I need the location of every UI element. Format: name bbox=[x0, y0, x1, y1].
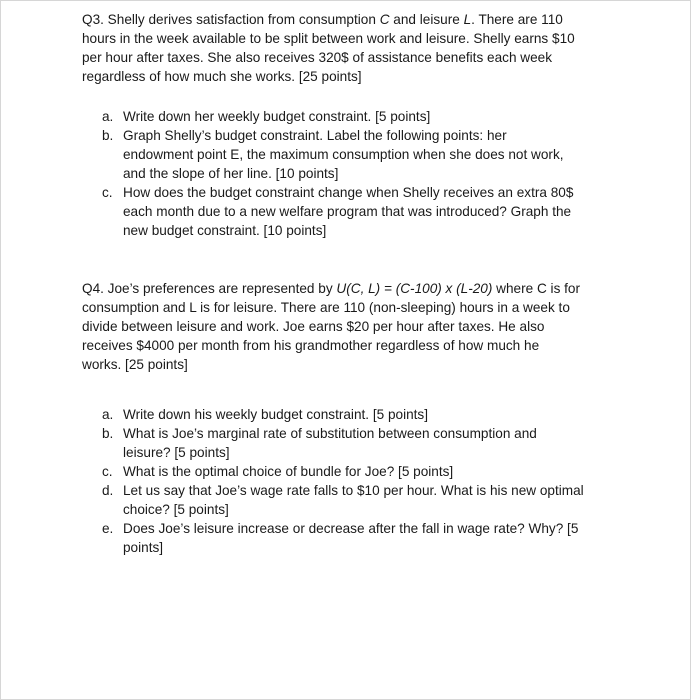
question-4-part-b bbox=[82, 424, 612, 462]
question-4-part-e bbox=[82, 519, 612, 557]
part-text-line: each month due to a new welfare program that was introduced? Graph the bbox=[123, 204, 572, 219]
question-3-part-b bbox=[82, 126, 612, 183]
prompt-line: hours in the week available to be split between work and leisure. Shelly earns $10 bbox=[82, 31, 575, 46]
part-text-line: endowment point E, the maximum consumption when she does not work, bbox=[123, 147, 564, 162]
part-text-line: leisure? [5 points] bbox=[123, 445, 230, 460]
question-3 bbox=[82, 10, 612, 240]
question-3-part-a bbox=[82, 107, 612, 126]
list-marker: b. bbox=[102, 426, 114, 441]
list-marker: a. bbox=[102, 109, 114, 124]
part-text-line: What is Joe’s marginal rate of substitution between consumption and bbox=[123, 426, 537, 441]
list-marker: c. bbox=[102, 185, 113, 200]
list-marker: a. bbox=[102, 407, 114, 422]
question-4-part-d bbox=[82, 481, 612, 519]
part-text-line: How does the budget constraint change when Shelly receives an extra 80$ bbox=[123, 185, 574, 200]
part-text-line: What is the optimal choice of bundle for Joe? [5 points] bbox=[123, 464, 454, 479]
list-marker: d. bbox=[102, 483, 114, 498]
prompt-line: Q4. Joe’s preferences are represented by U(C, L) = (C-100) x (L-20) where C is for bbox=[82, 281, 581, 296]
prompt-line: works. [25 points] bbox=[82, 357, 188, 372]
part-text-line: Graph Shelly’s budget constraint. Label the following points: her bbox=[123, 128, 507, 143]
part-text-line: Let us say that Joe’s wage rate falls to $10 per hour. What is his new optimal bbox=[123, 483, 584, 498]
prompt-line: per hour after taxes. She also receives 320$ of assistance benefits each week bbox=[82, 50, 553, 65]
part-text-line: new budget constraint. [10 points] bbox=[123, 223, 327, 238]
prompt-line: Q3. Shelly derives satisfaction from consumption C and leisure L. There are 110 bbox=[82, 12, 563, 27]
question-4-part-c bbox=[82, 462, 612, 481]
list-marker: e. bbox=[102, 521, 114, 536]
list-marker: c. bbox=[102, 464, 113, 479]
list-marker: b. bbox=[102, 128, 114, 143]
question-4-part-a bbox=[82, 405, 612, 424]
prompt-line: consumption and L is for leisure. There are 110 (non-sleeping) hours in a week to bbox=[82, 300, 570, 315]
prompt-line: divide between leisure and work. Joe earns $20 per hour after taxes. He also bbox=[82, 319, 545, 334]
question-4-prompt bbox=[82, 279, 612, 374]
question-4 bbox=[82, 279, 612, 557]
part-text-line: choice? [5 points] bbox=[123, 502, 229, 517]
prompt-line: receives $4000 per month from his grandmother regardless of how much he bbox=[82, 338, 540, 353]
question-4-parts bbox=[82, 405, 612, 557]
prompt-line: regardless of how much she works. [25 points] bbox=[82, 69, 362, 84]
question-3-parts bbox=[82, 107, 612, 240]
question-3-part-c bbox=[82, 183, 612, 240]
part-text-line: and the slope of her line. [10 points] bbox=[123, 166, 339, 181]
part-text-line: Write down her weekly budget constraint. [5 points] bbox=[123, 109, 431, 124]
part-text-line: Write down his weekly budget constraint. [5 points] bbox=[123, 407, 429, 422]
part-text-line: points] bbox=[123, 540, 164, 555]
part-text-line: Does Joe’s leisure increase or decrease after the fall in wage rate? Why? [5 bbox=[123, 521, 579, 536]
question-3-prompt bbox=[82, 10, 612, 86]
